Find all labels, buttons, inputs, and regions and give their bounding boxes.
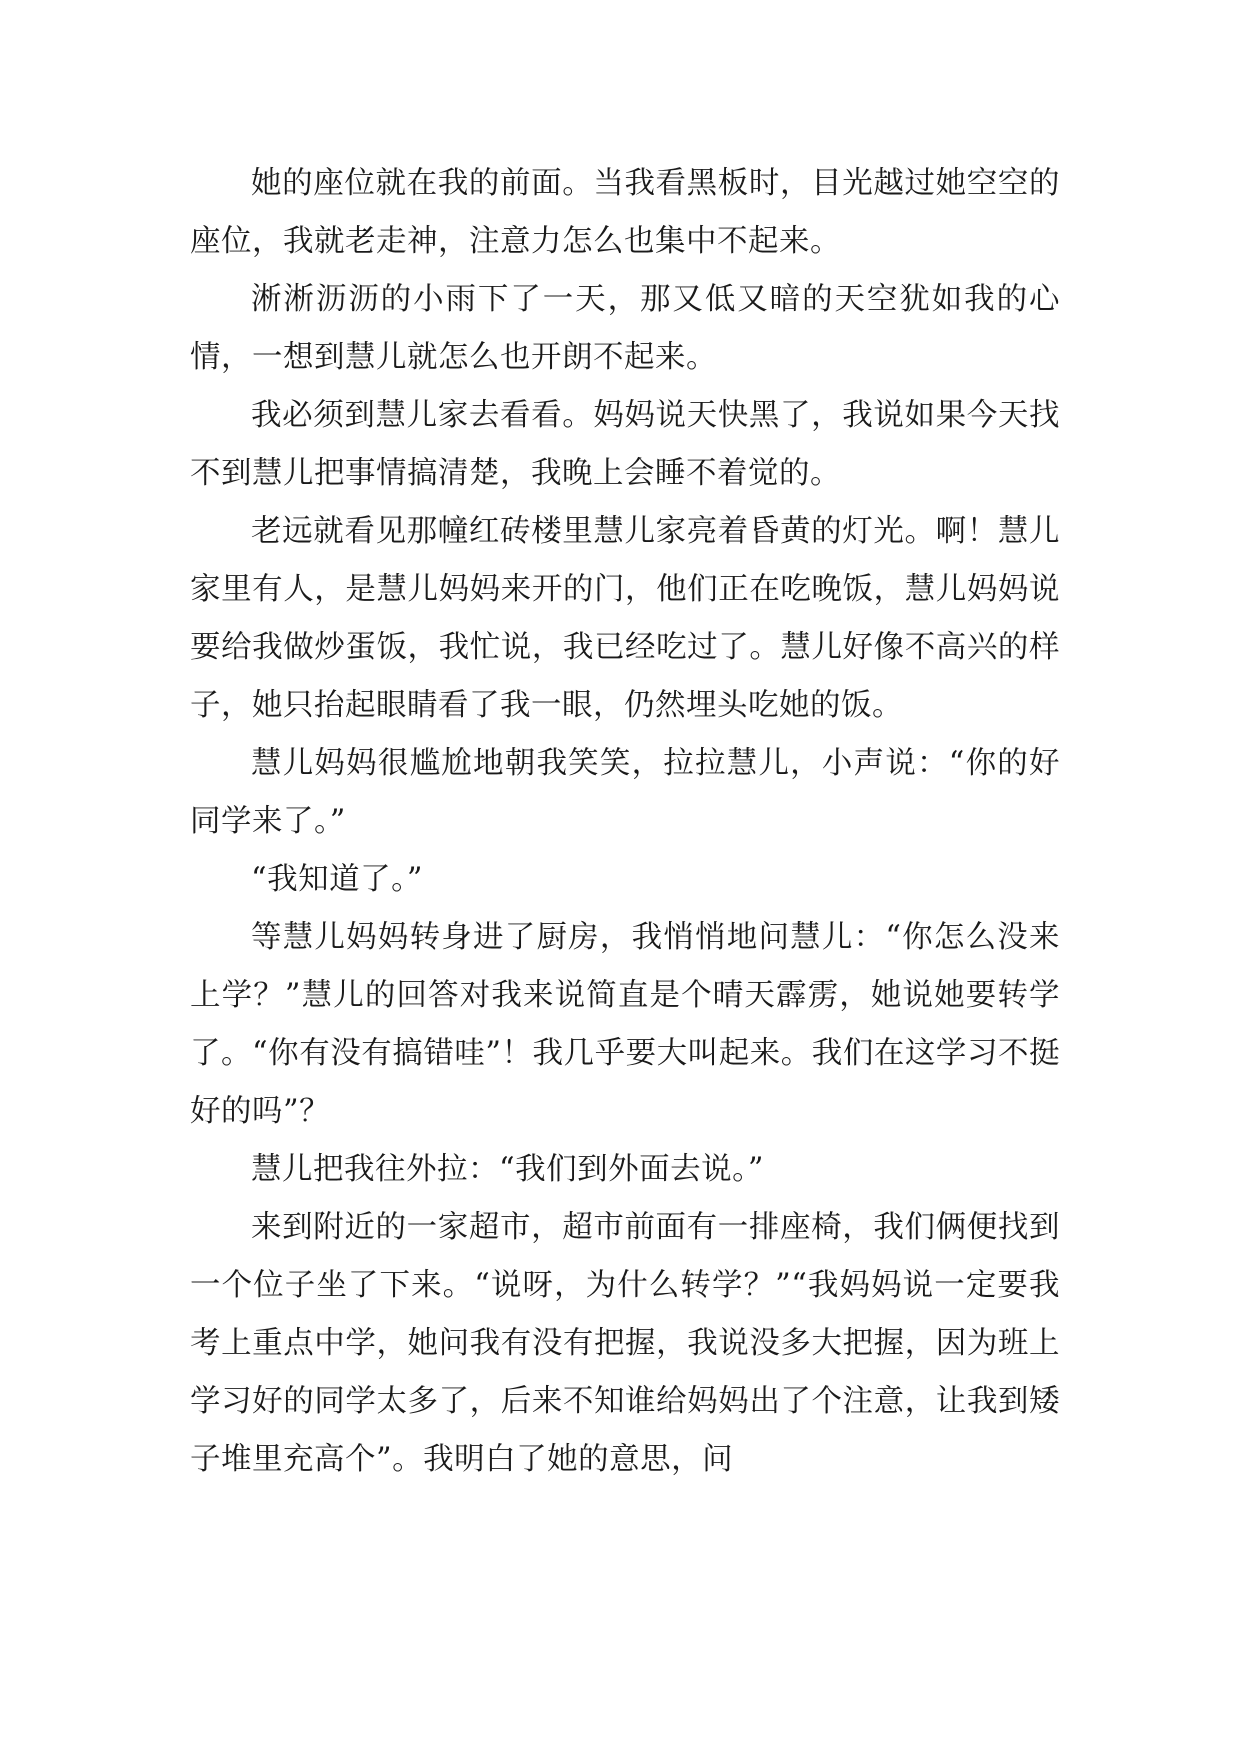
paragraph: 慧儿妈妈很尴尬地朝我笑笑，拉拉慧儿，小声说：“你的好同学来了。” — [190, 746, 1060, 839]
paragraph: 等慧儿妈妈转身进了厨房，我悄悄地问慧儿：“你怎么没来上学？”慧儿的回答对我来说简直是个晴天霹雳，她说她要转学了。“你有没有搞错哇”！我几乎要大叫起来。我们在这学习不挺好的吗”？ — [190, 920, 1060, 1129]
paragraph: “我知道了。” — [251, 862, 423, 897]
document-body — [190, 155, 1060, 1489]
paragraph: 慧儿把我往外拉：“我们到外面去说。” — [251, 1152, 764, 1187]
paragraph: 淅淅沥沥的小雨下了一天，那又低又暗的天空犹如我的心情，一想到慧儿就怎么也开朗不起来。 — [190, 282, 1060, 375]
paragraph: 老远就看见那幢红砖楼里慧儿家亮着昏黄的灯光。啊！慧儿家里有人，是慧儿妈妈来开的门，他们正在吃晚饭，慧儿妈妈说要给我做炒蛋饭，我忙说，我已经吃过了。慧儿好像不高兴的样子，她只抬起眼睛看了我一眼，仍然埋头吃她的饭。 — [190, 514, 1060, 723]
paragraph: 我必须到慧儿家去看看。妈妈说天快黑了，我说如果今天找不到慧儿把事情搞清楚，我晚上会睡不着觉的。 — [190, 398, 1060, 491]
paragraph: 她的座位就在我的前面。当我看黑板时，目光越过她空空的座位，我就老走神，注意力怎么也集中不起来。 — [190, 166, 1060, 259]
paragraph: 来到附近的一家超市，超市前面有一排座椅，我们俩便找到一个位子坐了下来。“说呀，为什么转学？”“我妈妈说一定要我考上重点中学，她问我有没有把握，我说没多大把握，因为班上学习好的同学太多了，后来不知谁给妈妈出了个注意，让我到矮子堆里充高个”。我明白了她的意思，问 — [190, 1210, 1060, 1477]
